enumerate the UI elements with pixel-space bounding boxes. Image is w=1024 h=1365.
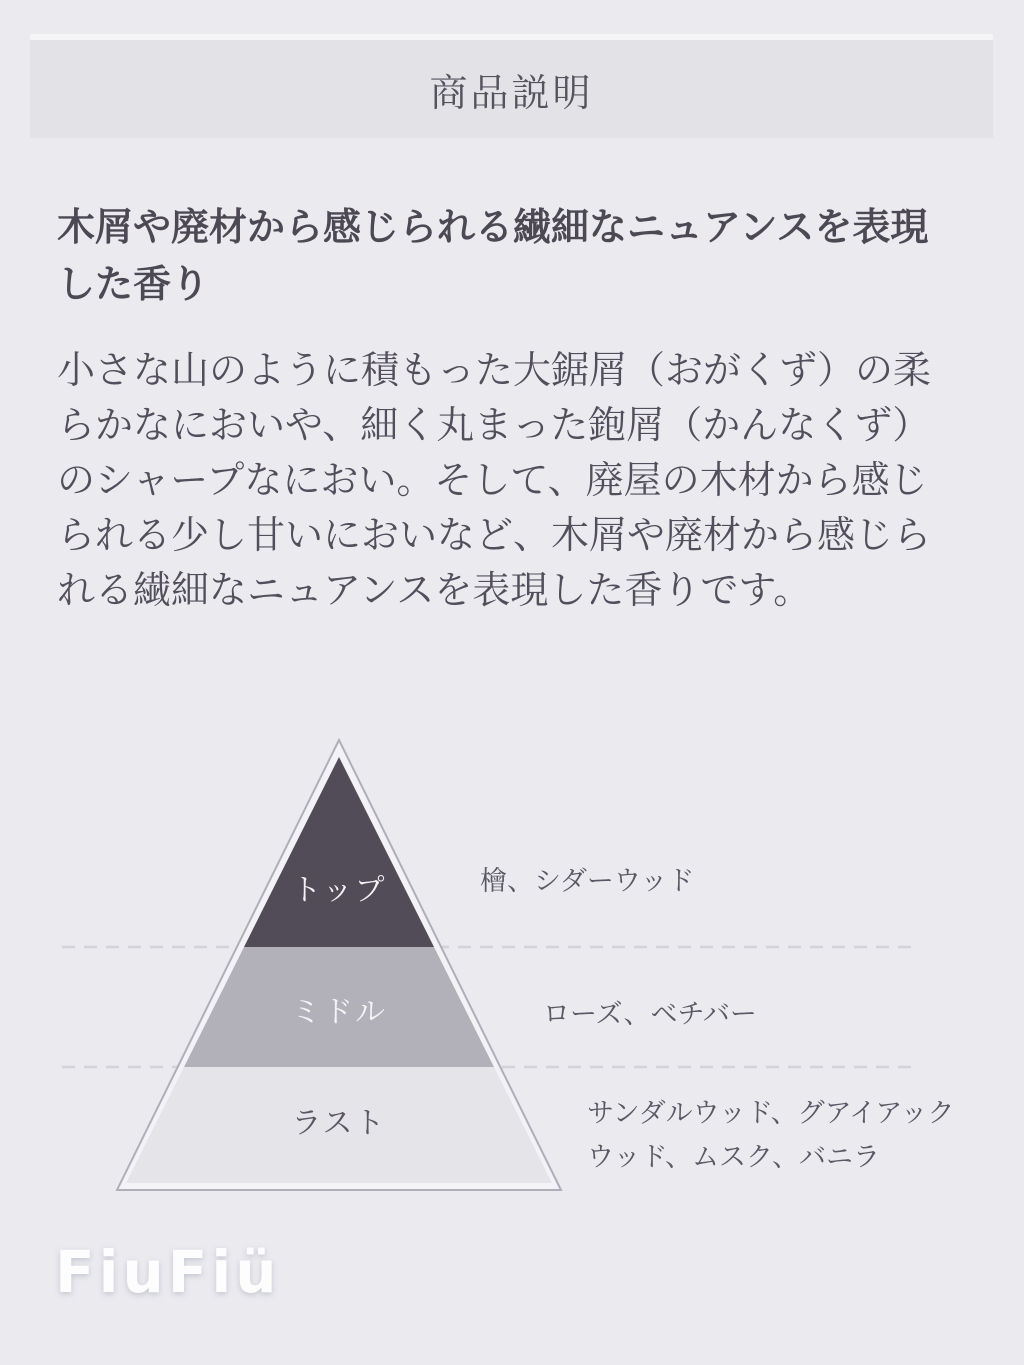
tier-label-top: トップ	[291, 873, 387, 908]
tier-label-last: ラスト	[291, 1106, 387, 1141]
notes-top: 檜、シダーウッド	[480, 866, 695, 897]
notes-last: サンダルウッド、グアイアックウッド、ムスク、バニラ	[587, 1098, 955, 1173]
fiufiu-logo: FiuFiü	[55, 1238, 281, 1306]
notes-middle: ローズ、ベチバー	[543, 999, 757, 1030]
pyramid-tier-top	[100, 757, 580, 947]
tier-label-middle: ミドル	[291, 995, 387, 1030]
section-title: 商品説明	[429, 72, 594, 115]
description-heading: 木屑や廃材から感じられる繊細なニュアンスを表現した香り	[57, 207, 929, 306]
section-header	[30, 40, 993, 138]
description-body: 小さな山のように積もった大鋸屑（おがくず）の柔らかなにおいや、細く丸まった鉋屑（かんなくず）のシャープなにおい。そして、廃屋の木材から感じられる少し甘いにおいなど、木屑や廃材から感じられる繊細なニュアンスを表現した香りです。	[57, 350, 932, 612]
